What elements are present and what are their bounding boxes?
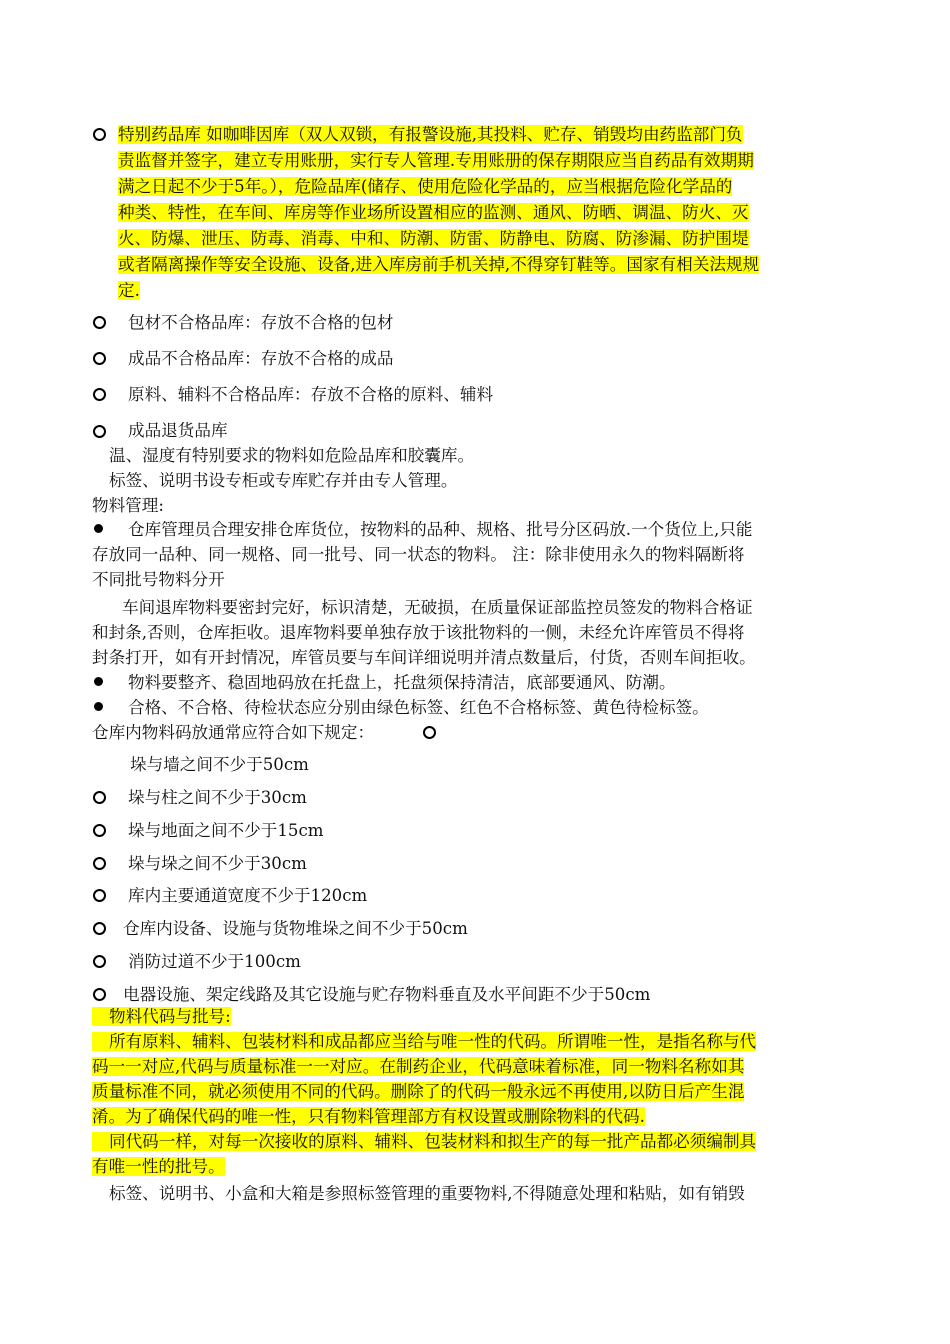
reject-list-item: 包材不合格品库：存放不合格的包材 [128,313,394,332]
hollow-bullet-icon [93,955,106,968]
solid-bullet-icon [94,524,103,533]
hollow-bullet-icon [93,857,106,870]
stack-rule-item: 垛与柱之间不少于30cm [128,788,307,807]
hollow-bullet-icon [93,316,106,329]
return-para-line: 车间退库物料要密封完好，标识清楚，无破损，在质量保证部监控员签发的物料合格证 [122,598,753,617]
bullet-line: 存放同一品种、同一规格、同一批号、同一状态的物料。 注：除非使用永久的物料隔断将 [92,545,745,564]
code-para-line: 淆。为了确保代码的唯一性，只有物料管理部方有权设置或删除物料的代码. [92,1107,645,1126]
special-store-line: 特别药品库 如咖啡因库（双人双锁，有报警设施,其投料、贮存、销毁均由药监部门负 [118,125,743,144]
special-store-line: 定. [118,281,140,300]
code-heading: 物料代码与批号: [92,1005,231,1029]
stack-rule-item: 库内主要通道宽度不少于120cm [128,886,368,905]
batch-para-line: 同代码一样，对每一次接收的原料、辅料、包装材料和拟生产的每一批产品都必须编制具 [92,1130,756,1154]
return-para-line: 和封条,否则，仓库拒收。退库物料要单独存放于该批物料的一侧，未经允许库管员不得将 [92,623,745,642]
code-para-line: 码一一对应,代码与质量标准一一对应。在制药企业，代码意味着标准，同一物料名称如其 [92,1057,745,1076]
special-store-line: 火、防爆、泄压、防毒、消毒、中和、防潮、防雷、防静电、防腐、防渗漏、防护围堤 [118,229,749,248]
reject-list-item: 成品退货品库 [128,421,228,440]
stack-rule-item: 电器设施、架定线路及其它设施与贮存物料垂直及水平间距不少于50cm [123,985,651,1004]
special-store-line: 或者隔离操作等安全设施、设备,进入库房前手机关掉,不得穿钉鞋等。国家有相关法规规 [118,255,760,274]
stack-rules-heading: 仓库内物料码放通常应符合如下规定： [92,723,375,742]
stack-rule-item: 垛与墙之间不少于50cm [130,755,309,774]
special-store-line: 种类、特性，在车间、库房等作业场所设置相应的监测、通风、防晒、调温、防火、灭 [118,203,749,222]
hollow-bullet-icon [423,726,436,739]
para-label-storage: 标签、说明书设专柜或专库贮存并由专人管理。 [109,471,458,490]
hollow-bullet-icon [93,824,106,837]
bullet-line: 不同批号物料分开 [92,570,225,589]
special-store-line: 满之日起不少于5年。），危险品库(储存、使用危险化学品的，应当根据危险化学品的 [118,177,733,196]
hollow-bullet-icon [93,922,106,935]
hollow-bullet-icon [93,388,106,401]
reject-list-item: 原料、辅料不合格品库：存放不合格的原料、辅料 [128,385,494,404]
hollow-bullet-icon [93,988,106,1001]
solid-bullet-icon [94,702,103,711]
code-para-line: 所有原料、辅料、包装材料和成品都应当给与唯一性的代码。所谓唯一性，是指名称与代 [92,1030,756,1054]
bullet-line: 合格、不合格、待检状态应分别由绿色标签、红色不合格标签、黄色待检标签。 [128,698,709,717]
heading-material-management: 物料管理: [92,496,164,515]
stack-rule-item: 仓库内设备、设施与货物堆垛之间不少于50cm [123,919,468,938]
code-para-line: 质量标准不同，就必须使用不同的代码。删除了的代码一般永远不再使用,以防日后产生混 [92,1082,745,1101]
solid-bullet-icon [94,677,103,686]
bullet-line: 物料要整齐、稳固地码放在托盘上，托盘须保持清洁，底部要通风、防潮。 [128,673,676,692]
batch-para-line: 有唯一性的批号。 [92,1157,225,1176]
hollow-bullet-icon [93,889,106,902]
hollow-bullet-icon [93,128,106,141]
hollow-bullet-icon [93,425,106,438]
para-temperature: 温、湿度有特别要求的物料如危险品库和胶囊库。 [109,446,475,465]
stack-rule-item: 垛与垛之间不少于30cm [128,854,307,873]
return-para-line: 封条打开，如有开封情况，库管员要与车间详细说明并清点数量后，付货，否则车间拒收。 [92,648,756,667]
special-store-line: 责监督并签字，建立专用账册，实行专人管理.专用账册的保存期限应当自药品有效期期 [118,151,754,170]
hollow-bullet-icon [93,791,106,804]
bullet-line: 仓库管理员合理安排仓库货位，按物料的品种、规格、批号分区码放.一个货位上,只能 [128,520,753,539]
stack-rule-item: 消防过道不少于100cm [128,952,301,971]
reject-list-item: 成品不合格品库：存放不合格的成品 [128,349,394,368]
label-para-line: 标签、说明书、小盒和大箱是参照标签管理的重要物料,不得随意处理和粘贴，如有销毁 [109,1184,745,1203]
hollow-bullet-icon [93,352,106,365]
stack-rule-item: 垛与地面之间不少于15cm [128,821,324,840]
